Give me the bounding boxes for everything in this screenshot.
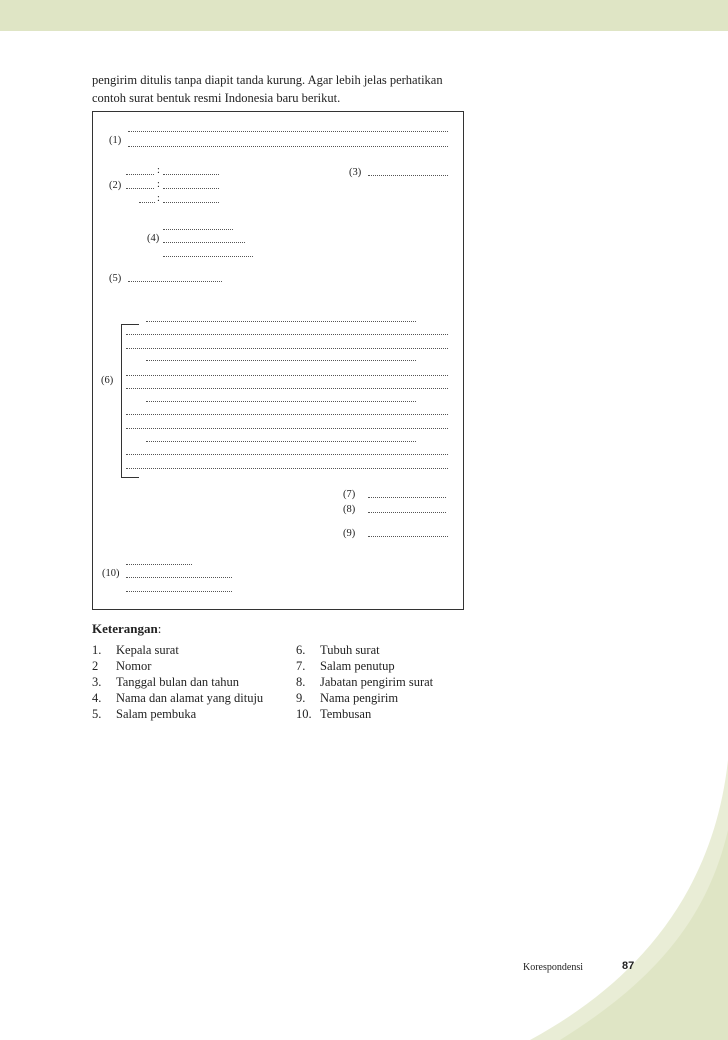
list-item [296, 658, 476, 674]
colon: : [157, 193, 160, 204]
dotted-line [163, 242, 245, 243]
keterangan-title: Keterangan [92, 621, 158, 636]
dotted-line [126, 334, 448, 335]
marker-8: (8) [343, 504, 356, 515]
list-item [296, 690, 476, 706]
dotted-line [368, 175, 448, 176]
item-text: Tembusan [320, 707, 372, 721]
footer-section-name: Korespondensi [523, 962, 583, 973]
marker-2: (2) [109, 180, 122, 191]
keterangan-list-right [296, 642, 476, 722]
item-number: 7. [296, 659, 306, 673]
marker-7: (7) [343, 489, 356, 500]
item-number: 10. [296, 707, 312, 721]
item-text: Kepala surat [116, 643, 179, 657]
item-text: Tubuh surat [320, 643, 380, 657]
dotted-line [146, 321, 416, 322]
keterangan-list-left [92, 642, 282, 722]
item-number: 8. [296, 675, 306, 689]
page-number: 87 [622, 960, 635, 972]
marker-6: (6) [101, 375, 114, 386]
dotted-line [128, 146, 448, 147]
dotted-line [126, 468, 448, 469]
dotted-line [126, 454, 448, 455]
body-bracket-top [121, 324, 139, 325]
item-number: 1. [92, 643, 102, 657]
item-text: Jabatan pengirim surat [320, 675, 434, 689]
marker-4: (4) [147, 233, 160, 244]
dotted-line [163, 229, 233, 230]
item-number: 4. [92, 691, 102, 705]
dotted-line [126, 428, 448, 429]
list-item [296, 674, 476, 690]
intro-line-1: pengirim ditulis tanpa diapit tanda kurung. Agar lebih jelas perhatikan [92, 73, 443, 87]
dotted-line [163, 174, 219, 175]
item-text: Tanggal bulan dan tahun [116, 675, 240, 689]
dotted-line [126, 375, 448, 376]
item-number: 9. [296, 691, 306, 705]
item-text: Salam pembuka [116, 707, 197, 721]
list-item [92, 706, 282, 722]
list-item [296, 706, 476, 722]
marker-9: (9) [343, 528, 356, 539]
item-text: Nama dan alamat yang dituju [116, 691, 264, 705]
intro-line-2: contoh surat bentuk resmi Indonesia baru berikut. [92, 91, 341, 105]
list-item [92, 642, 282, 658]
dotted-line [126, 577, 232, 578]
colon: : [157, 179, 160, 190]
item-number: 5. [92, 707, 102, 721]
item-number: 6. [296, 643, 306, 657]
body-bracket [121, 324, 122, 477]
marker-10: (10) [102, 568, 120, 579]
colon: : [157, 165, 160, 176]
dotted-line [126, 174, 154, 175]
item-text: Nomor [116, 659, 152, 673]
dotted-line [126, 414, 448, 415]
keterangan-colon: : [157, 621, 162, 636]
dotted-line [128, 281, 222, 282]
dotted-line [128, 131, 448, 132]
dotted-line [126, 591, 232, 592]
list-item [296, 642, 476, 658]
dotted-line [368, 512, 446, 513]
dotted-line [126, 564, 192, 565]
item-text: Nama pengirim [320, 691, 399, 705]
item-text: Salam penutup [320, 659, 395, 673]
marker-5: (5) [109, 273, 122, 284]
marker-1: (1) [109, 135, 122, 146]
dotted-line [126, 388, 448, 389]
dotted-line [368, 497, 446, 498]
letter-template-frame [92, 111, 464, 610]
list-item [92, 658, 282, 674]
item-number: 3. [92, 675, 102, 689]
dotted-line [163, 256, 253, 257]
dotted-line [146, 360, 416, 361]
body-bracket-bottom [121, 477, 139, 478]
keterangan-heading [92, 621, 161, 637]
dotted-line [126, 188, 154, 189]
dotted-line [146, 401, 416, 402]
dotted-line [126, 348, 448, 349]
dotted-line [146, 441, 416, 442]
marker-3: (3) [349, 167, 362, 178]
item-number: 2 [92, 659, 99, 673]
list-item [92, 674, 282, 690]
list-item [92, 690, 282, 706]
dotted-line [368, 536, 448, 537]
dotted-line [163, 188, 219, 189]
dotted-line [163, 202, 219, 203]
dotted-line [139, 202, 155, 203]
intro-paragraph [92, 71, 482, 107]
